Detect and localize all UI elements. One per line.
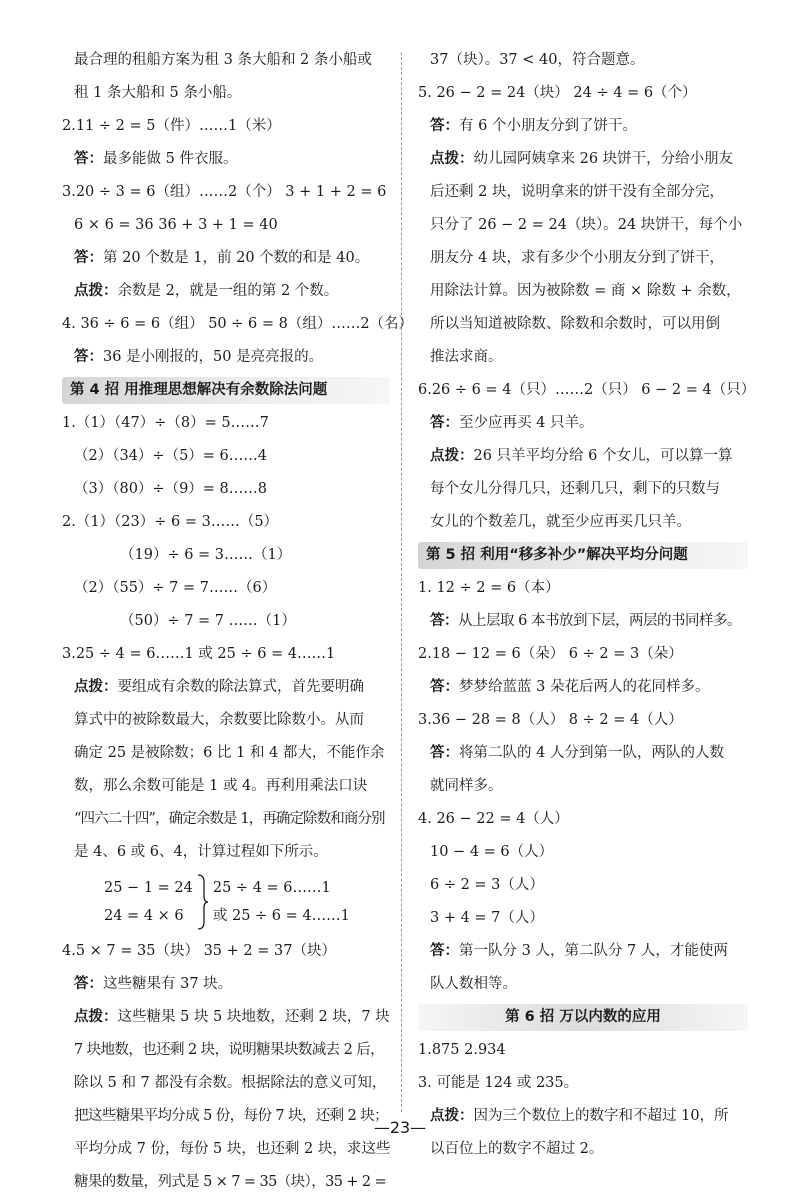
- answer-text: 最多能做 5 件衣服。: [103, 151, 238, 167]
- answer-line: 1.（1）（47）÷（8）= 5……7: [62, 415, 269, 431]
- answer-label: 答：: [430, 118, 459, 134]
- hint-line: 平均分成 7 份，每份 5 块，也还剩 2 块，求这些: [74, 1141, 391, 1157]
- column-divider: [401, 52, 402, 1112]
- hint-line: [62, 275, 390, 308]
- answer-text: 从上层取 6 本书放到下层，两层的书同样多。: [458, 613, 741, 629]
- hint-label: 点拨：: [74, 283, 118, 299]
- calc-line: 25 ÷ 4 = 6……1: [212, 880, 331, 896]
- calc-line: 24 = 4 × 6: [104, 908, 184, 924]
- hint-line: 女儿的个数差几，就至少应再买几只羊。: [430, 514, 691, 530]
- answer-line: 4. 36 ÷ 6 = 6（组） 50 ÷ 6 = 8（组）……2（名）: [62, 316, 414, 332]
- answer-line: 10 − 4 = 6（人）: [430, 844, 554, 860]
- calc-line: 或 25 ÷ 6 = 4……1: [212, 908, 350, 924]
- answer-text: 至少应再买 4 只羊。: [459, 415, 594, 431]
- answer-label: 答：: [430, 679, 459, 695]
- hint-text: 幼儿园阿姨拿来 26 块饼干，分给小朋友: [473, 151, 734, 167]
- answer-line: [62, 143, 390, 176]
- hint-line: 只分了 26 − 2 = 24（块）。24 块饼干，每个小: [430, 217, 743, 233]
- answer-line: [418, 737, 748, 770]
- page-number: —23—: [373, 1118, 427, 1137]
- right-column: [418, 44, 756, 1166]
- answer-line: （3）（80）÷（9）= 8……8: [74, 481, 268, 497]
- section-header-5: 第 5 招 利用“移多补少”解决平均分问题: [418, 542, 748, 569]
- calc-line: 25 − 1 = 24: [104, 880, 193, 896]
- answer-line: 1.875 2.934: [418, 1042, 506, 1058]
- brace-left-group: [104, 874, 193, 930]
- answer-label: 答：: [74, 250, 103, 266]
- hint-line: 除以 5 和 7 都没有余数。根据除法的意义可知，: [74, 1075, 387, 1091]
- answer-label: 答：: [430, 943, 459, 959]
- answer-line: [418, 605, 748, 638]
- answer-line: [62, 968, 390, 1001]
- left-column: [62, 44, 414, 1199]
- hint-text: 因为三个数位上的数字和不超过 10，所: [473, 1108, 729, 1124]
- hint-line: 朋友分 4 块，求有多少个小朋友分到了饼干，: [430, 250, 724, 266]
- hint-line: 用除法计算。因为被除数 = 商 × 除数 + 余数，: [430, 283, 741, 299]
- hint-line: [62, 671, 390, 704]
- hint-label: 点拨：: [430, 448, 474, 464]
- answer-line: 2.18 − 12 = 6（朵） 6 ÷ 2 = 3（朵）: [418, 646, 683, 662]
- answer-text: 第 20 个数是 1，前 20 个数的和是 40。: [103, 250, 370, 266]
- hint-text: 要组成有余数的除法算式，首先要明确: [117, 679, 364, 695]
- answer-text: 36 是小刚报的，50 是亮亮报的。: [103, 349, 324, 365]
- answer-line: 4.5 × 7 = 35（块） 35 + 2 = 37（块）: [62, 943, 336, 959]
- answer-line: 3.20 ÷ 3 = 6（组）……2（个） 3 + 1 + 2 = 6: [62, 184, 387, 200]
- answer-line: 5. 26 − 2 = 24（块） 24 ÷ 4 = 6（个）: [418, 85, 697, 101]
- hint-line: 每个女儿分得几只，还剩几只，剩下的只数与: [430, 481, 720, 497]
- hint-line: [62, 1001, 390, 1034]
- hint-line: [418, 143, 748, 176]
- answer-line: 就同样多。: [430, 778, 503, 794]
- answer-line: （2）（55）÷ 7 = 7……（6）: [74, 580, 277, 596]
- hint-line: 数，那么余数可能是 1 或 4。再利用乘法口诀: [74, 778, 368, 794]
- hint-line: 是 4、6 或 6、4，计算过程如下所示。: [74, 844, 328, 860]
- answer-label: 答：: [430, 613, 458, 629]
- answer-line: 3 + 4 = 7（人）: [430, 910, 544, 926]
- answer-line: （2）（34）÷（5）= 6……4: [74, 448, 268, 464]
- answer-line: 3. 可能是 124 或 235。: [418, 1075, 579, 1091]
- answer-line: （19）÷ 6 = 3……（1）: [120, 547, 292, 563]
- answer-line: 队人数相等。: [430, 976, 517, 992]
- answer-label: 答：: [74, 976, 103, 992]
- section-header-4: 第 4 招 用推理思想解决有余数除法问题: [62, 377, 390, 404]
- text-line: 最合理的租船方案为租 3 条大船和 2 条小船或: [74, 52, 372, 68]
- hint-text: 余数是 2，就是一组的第 2 个数。: [117, 283, 339, 299]
- answer-line: 2.（1）（23）÷ 6 = 3……（5）: [62, 514, 279, 530]
- answer-line: 4. 26 − 22 = 4（人）: [418, 811, 569, 827]
- answer-line: [418, 671, 748, 704]
- answer-line: 3.25 ÷ 4 = 6……1 或 25 ÷ 6 = 4……1: [62, 646, 336, 662]
- hint-line: 后还剩 2 块，说明拿来的饼干没有全部分完，: [430, 184, 724, 200]
- hint-label: 点拨：: [74, 1009, 118, 1025]
- right-brace-icon: [197, 874, 209, 930]
- hint-line: 37（块）。37 < 40，符合题意。: [430, 52, 645, 68]
- hint-text: 这些糖果 5 块 5 块地数，还剩 2 块，7 块: [117, 1009, 390, 1025]
- answer-line: 2.11 ÷ 2 = 5（件）……1（米）: [62, 118, 281, 134]
- hint-label: 点拨：: [74, 679, 118, 695]
- answer-line: 6.26 ÷ 6 = 4（只）……2（只） 6 − 2 = 4（只）: [418, 382, 756, 398]
- answer-label: 答：: [74, 151, 103, 167]
- hint-line: 把这些糖果平均分成 5 份，每份 7 块，还剩 2 块；: [74, 1108, 389, 1124]
- answer-text: 有 6 个小朋友分到了饼干。: [459, 118, 637, 134]
- answer-line: [62, 242, 390, 275]
- hint-label: 点拨：: [430, 1108, 474, 1124]
- hint-line: 推法求商。: [430, 349, 503, 365]
- answer-line: 6 ÷ 2 = 3（人）: [430, 877, 544, 893]
- answer-line: （50）÷ 7 = 7 ……（1）: [120, 613, 296, 629]
- hint-line: 糖果的数量，列式是 5 × 7 = 35（块），35 + 2 =: [74, 1174, 387, 1190]
- answer-label: 答：: [430, 745, 459, 761]
- answer-line: 3.36 − 28 = 8（人） 8 ÷ 2 = 4（人）: [418, 712, 683, 728]
- text-line: 租 1 条大船和 5 条小船。: [74, 85, 242, 101]
- hint-line: “四六二十四”，确定余数是 1，再确定除数和商分别: [74, 811, 385, 827]
- hint-line: 所以当知道被除数、除数和余数时，可以用倒: [430, 316, 720, 332]
- hint-line: 算式中的被除数最大，余数要比除数小。从而: [74, 712, 364, 728]
- hint-label: 点拨：: [430, 151, 474, 167]
- calculation-brace-block: [62, 869, 390, 935]
- answer-label: 答：: [430, 415, 459, 431]
- answer-text: 这些糖果有 37 块。: [103, 976, 233, 992]
- answer-line: 6 × 6 = 36 36 + 3 + 1 = 40: [74, 217, 278, 233]
- answer-text: 梦梦给蓝蓝 3 朵花后两人的花同样多。: [459, 679, 710, 695]
- hint-line: 7 块地数，也还剩 2 块，说明糖果块数减去 2 后，: [74, 1042, 385, 1058]
- answer-line: [418, 407, 748, 440]
- answer-label: 答：: [74, 349, 103, 365]
- hint-line: [418, 440, 748, 473]
- answer-text: 将第二队的 4 人分到第一队，两队的人数: [459, 745, 724, 761]
- section-header-6: 第 6 招 万以内数的应用: [418, 1004, 748, 1031]
- answer-line: [418, 935, 748, 968]
- brace-right-group: [213, 874, 350, 930]
- hint-line: 确定 25 是被除数；6 比 1 和 4 都大，不能作余: [74, 745, 385, 761]
- answer-line: 1. 12 ÷ 2 = 6（本）: [418, 580, 560, 596]
- answer-text: 第一队分 3 人，第二队分 7 人，才能使两: [459, 943, 728, 959]
- hint-text: 26 只羊平均分给 6 个女儿，可以算一算: [473, 448, 733, 464]
- hint-line: 以百位上的数字不超过 2。: [430, 1141, 604, 1157]
- answer-line: [62, 341, 390, 374]
- answer-line: [418, 110, 748, 143]
